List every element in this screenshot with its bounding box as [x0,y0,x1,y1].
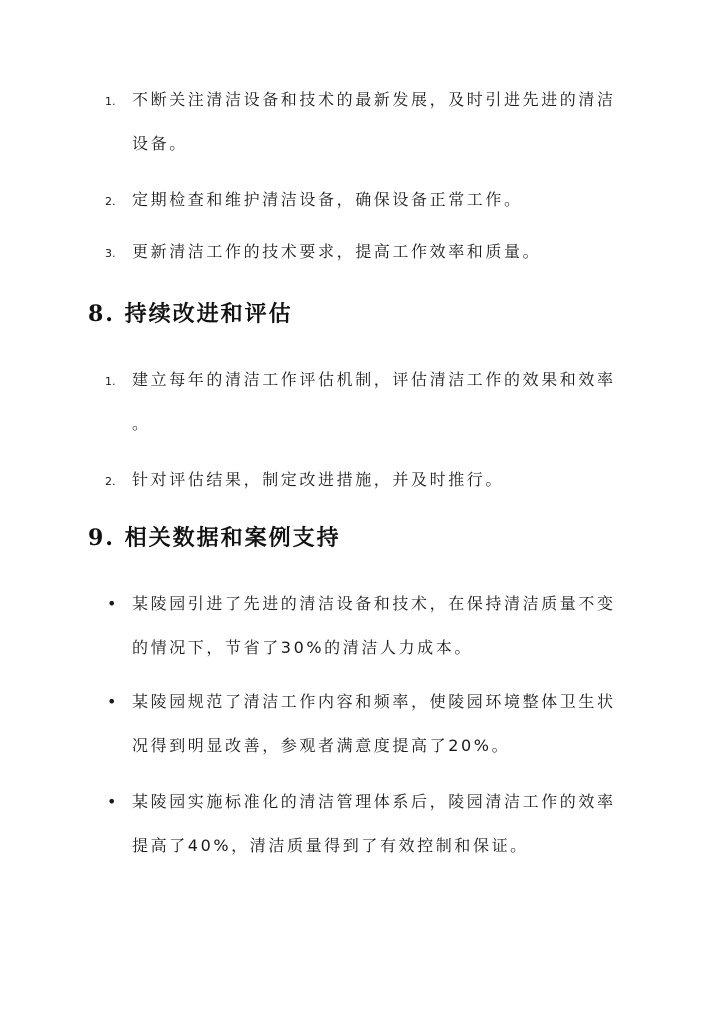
bullet-marker: • [107,594,117,613]
list-item [105,680,625,768]
list-item [105,230,625,274]
list-item-text: 某陵园引进了先进的清洁设备和技术，在保持清洁质量不变 的情况下，节省了30%的清洁人力成本。 [132,594,616,657]
list-item-text: 某陵园实施标准化的清洁管理体系后，陵园清洁工作的效率 提高了40%，清洁质量得到了有效控制和保证。 [132,792,616,855]
list-number: 1. [105,375,116,388]
list-item [105,582,625,670]
list-item [105,458,625,502]
section-heading: 9. 相关数据和案例支持 [88,525,341,551]
list-item [105,178,625,222]
list-item-text: 针对评估结果，制定改进措施，并及时推行。 [132,470,505,489]
list-number: 1. [105,95,116,108]
list-item-text: 某陵园规范了清洁工作内容和频率，使陵园环境整体卫生状 况得到明显改善，参观者满意度提高了20%。 [132,692,616,755]
list-item-text: 不断关注清洁设备和技术的最新发展，及时引进先进的清洁 设备。 [132,90,616,153]
list-item-text: 建立每年的清洁工作评估机制，评估清洁工作的效果和效率 。 [132,370,616,433]
list-number: 2. [105,195,116,208]
list-number: 3. [105,247,116,260]
section-heading: 8. 持续改进和评估 [88,301,293,327]
bullet-marker: • [107,692,117,711]
list-number: 2. [105,475,116,488]
list-item [105,780,625,868]
list-item-text: 定期检查和维护清洁设备，确保设备正常工作。 [132,190,523,209]
bullet-marker: • [107,792,117,811]
list-item [105,358,625,446]
list-item-text: 更新清洁工作的技术要求，提高工作效率和质量。 [132,242,542,261]
list-item [105,78,625,166]
